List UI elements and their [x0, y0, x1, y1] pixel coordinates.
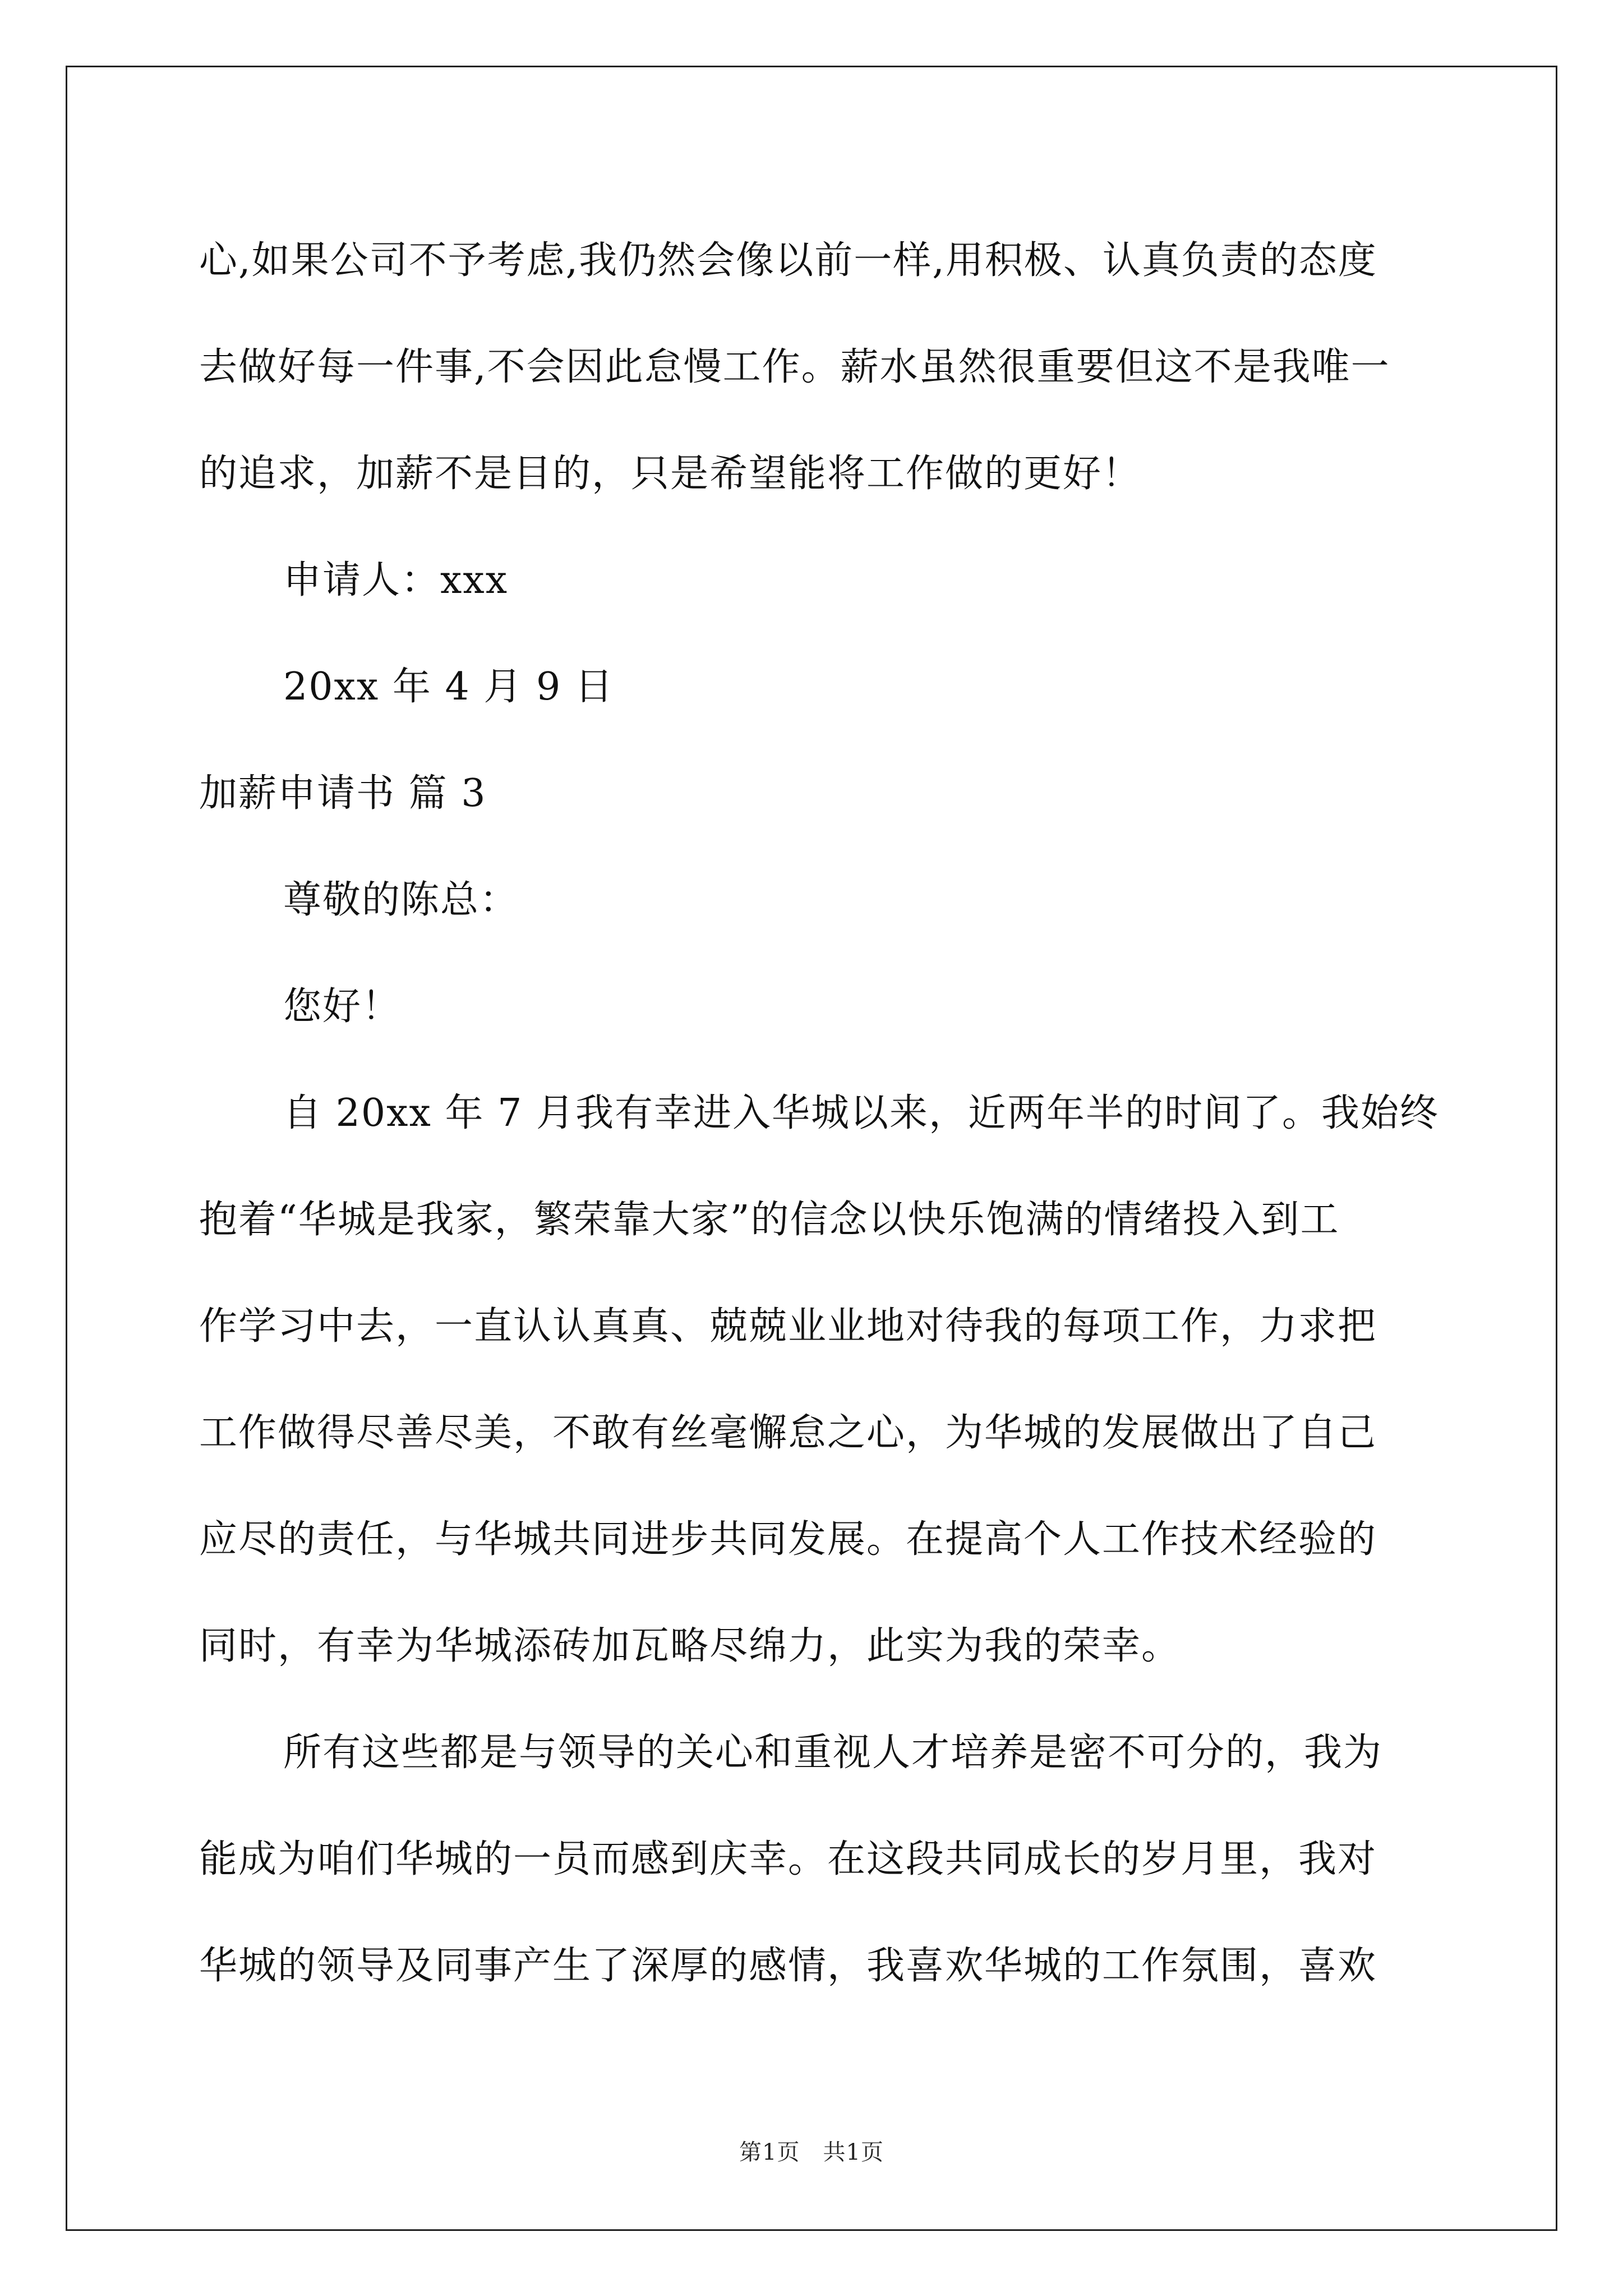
text-line: 的追求，加薪不是目的，只是希望能将工作做的更好！ [199, 452, 1142, 496]
section-heading: 加薪申请书 篇 3 [199, 771, 487, 816]
text-line: 能成为咱们华城的一员而感到庆幸。在这段共同成长的岁月里，我对 [199, 1837, 1377, 1881]
text-line: 抱着“华城是我家，繁荣靠大家”的信念以快乐饱满的情绪投入到工 [199, 1198, 1340, 1242]
text-line: 心,如果公司不予考虑,我仍然会像以前一样,用积极、认真负责的态度 [199, 238, 1377, 283]
date-line: 20xx 年 4 月 9 日 [283, 665, 614, 709]
applicant-line: 申请人：xxx [283, 558, 509, 602]
text-line: 所有这些都是与领导的关心和重视人才培养是密不可分的，我为 [283, 1731, 1383, 1775]
text-line: 自 20xx 年 7 月我有幸进入华城以来，近两年半的时间了。我始终 [283, 1091, 1439, 1135]
text-line: 同时，有幸为华城添砖加瓦略尽绵力，此实为我的荣幸。 [199, 1624, 1181, 1668]
text-line: 应尽的责任，与华城共同进步共同发展。在提高个人工作技术经验的 [199, 1517, 1377, 1562]
text-line: 工作做得尽善尽美，不敢有丝毫懈怠之心，为华城的发展做出了自己 [199, 1411, 1377, 1455]
document-body [199, 208, 1439, 2019]
text-line: 作学习中去，一直认认真真、兢兢业业地对待我的每项工作，力求把 [199, 1304, 1377, 1349]
text-line: 去做好每一件事,不会因此怠慢工作。薪水虽然很重要但这不是我唯一 [199, 345, 1390, 389]
greeting: 您好！ [283, 984, 402, 1029]
page-footer: 第1页 共1页 [739, 2139, 884, 2165]
salutation: 尊敬的陈总： [283, 878, 519, 922]
text-line: 华城的领导及同事产生了深厚的感情，我喜欢华城的工作氛围，喜欢 [199, 1944, 1377, 1988]
